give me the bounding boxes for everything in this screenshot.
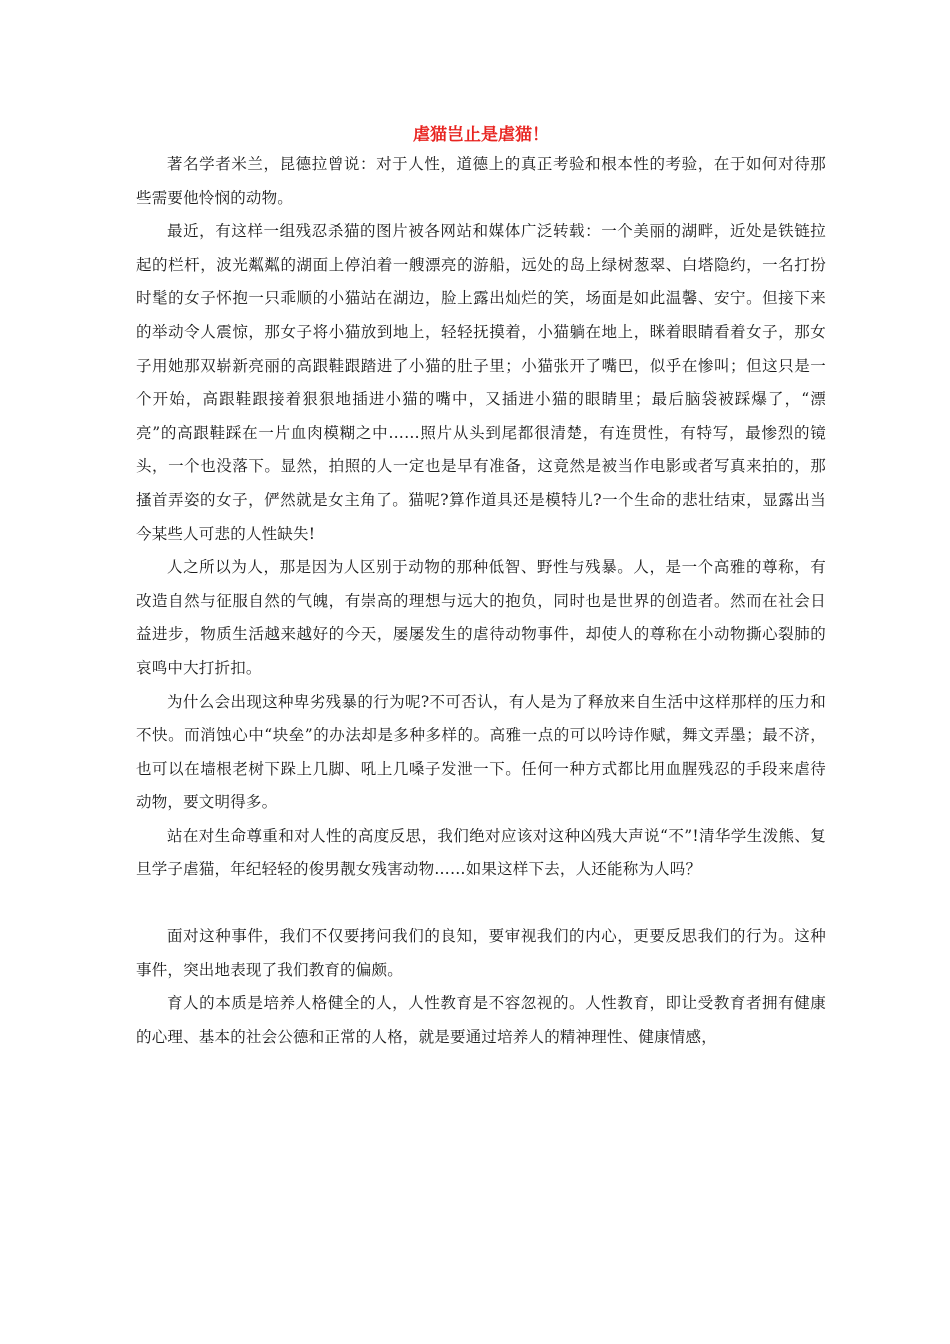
paragraph-4: 为什么会出现这种卑劣残暴的行为呢?不可否认，有人是为了释放来自生活中这样那样的压力和不快。而消蚀心中“块垒”的办法却是多种多样的。高雅一点的可以吟诗作赋，舞文弄墨；最不济，也可以在墙根老树下跺上几脚、吼上几嗓子发泄一下。任何一种方式都比用血腥残忍的手段来虐待动物，要文明得多。 [136,692,826,812]
paragraph-6: 面对这种事件，我们不仅要拷问我们的良知，要审视我们的内心，更要反思我们的行为。这种事件，突出地表现了我们教育的偏颇。 [136,927,826,979]
paragraph-1: 著名学者米兰，昆德拉曾说：对于人性，道德上的真正考验和根本性的考验，在于如何对待那些需要他怜悯的动物。 [136,155,826,207]
document-page [136,124,826,1054]
paragraph-gap [136,887,826,920]
document-title: 虐猫岂止是虐猫！ [413,125,549,145]
paragraph-7: 育人的本质是培养人格健全的人，人性教育是不容忽视的。人性教育，即让受教育者拥有健康的心理、基本的社会公德和正常的人格，就是要通过培养人的精神理性、健康情感， [136,994,826,1046]
paragraph-2: 最近，有这样一组残忍杀猫的图片被各网站和媒体广泛转载：一个美丽的湖畔，近处是铁链拉起的栏杆，波光粼粼的湖面上停泊着一艘漂亮的游船，远处的岛上绿树葱翠、白塔隐约，一名打扮时髦的女子怀抱一只乖顺的小猫站在湖边，脸上露出灿烂的笑，场面是如此温馨、安宁。但接下来的举动令人震惊，那女子将小猫放到地上，轻轻抚摸着，小猫躺在地上，眯着眼睛看着女子，那女子用她那双崭新亮丽的高跟鞋跟踏进了小猫的肚子里；小猫张开了嘴巴，似乎在惨叫；但这只是一个开始，高跟鞋跟接着狠狠地插进小猫的嘴中，又插进小猫的眼睛里；最后脑袋被踩爆了，“漂亮”的高跟鞋踩在一片血肉模糊之中……照片从头到尾都很清楚，有连贯性，有特写，最惨烈的镜头，一个也没落下。显然，拍照的人一定也是早有准备，这竟然是被当作电影或者写真来拍的，那搔首弄姿的女子，俨然就是女主角了。猫呢?算作道具还是模特儿?一个生命的悲壮结束，显露出当今某些人可悲的人性缺失! [136,222,826,543]
paragraph-3: 人之所以为人，那是因为人区别于动物的那种低智、野性与残暴。人，是一个高雅的尊称，有改造自然与征服自然的气魄，有崇高的理想与远大的抱负，同时也是世界的创造者。然而在社会日益进步，物质生活越来越好的今天，屡屡发生的虐待动物事件，却使人的尊称在小动物撕心裂肺的哀鸣中大打折扣。 [136,558,826,677]
paragraph-5: 站在对生命尊重和对人性的高度反思，我们绝对应该对这种凶残大声说“不”!清华学生泼熊、复旦学子虐猫，年纪轻轻的俊男靓女残害动物……如果这样下去，人还能称为人吗？ [136,826,826,879]
